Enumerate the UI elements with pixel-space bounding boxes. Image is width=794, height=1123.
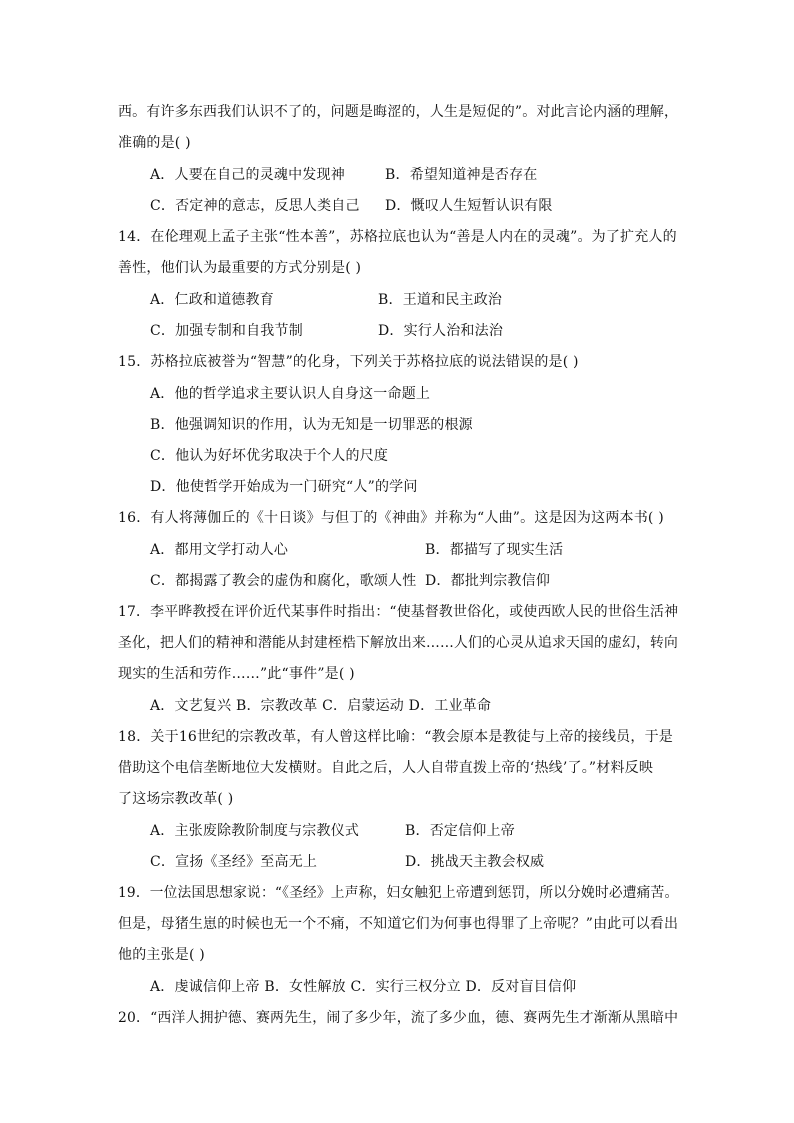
q19-options[interactable]: A．虔诚信仰上帝 B．女性解放 C．实行三权分立 D．反对盲目信仰 [150, 979, 577, 995]
q14-option-c[interactable]: C．加强专制和自我节制 [150, 323, 303, 339]
q13-option-d[interactable]: D．慨叹人生短暂认识有限 [385, 198, 553, 214]
q14-text-line2: 善性，他们认为最重要的方式分别是( ) [118, 260, 362, 276]
q15-option-c[interactable]: C．他认为好坏优劣取决于个人的尺度 [150, 448, 389, 464]
q16-option-b[interactable]: B．都描写了现实生活 [425, 542, 564, 558]
q19-text-line2: 但是，母猪生崽的时候也无一个不痛，不知道它们为何事也得罪了上帝呢？”由此可以看出 [118, 916, 679, 932]
q13-text-line2: 准确的是( ) [118, 135, 191, 151]
q18-text-line3: 了这场宗教改革( ) [118, 791, 234, 807]
q15-option-b[interactable]: B．他强调知识的作用，认为无知是一切罪恶的根源 [150, 417, 473, 433]
q18-option-a[interactable]: A．主张废除教阶制度与宗教仪式 [150, 823, 360, 839]
q13-text-line1: 西。有许多东西我们认识不了的，问题是晦涩的，人生是短促的”。对此言论内涵的理解， [118, 104, 679, 120]
q17-text-line3: 现实的生活和劳作……”此“事件”是( ) [118, 666, 355, 682]
q17-options[interactable]: A．文艺复兴 B．宗教改革 C．启蒙运动 D．工业革命 [150, 698, 492, 714]
q16-option-a[interactable]: A．都用文学打动人心 [150, 542, 289, 558]
q16-text-line1: 16．有人将薄伽丘的《十日谈》与但丁的《神曲》并称为“人曲”。这是因为这两本书( ) [118, 510, 664, 526]
q14-option-b[interactable]: B．王道和民主政治 [378, 292, 503, 308]
q15-text-line1: 15．苏格拉底被誉为“智慧”的化身，下列关于苏格拉底的说法错误的是( ) [118, 354, 579, 370]
q13-option-c[interactable]: C．否定神的意志，反思人类自己 [150, 198, 360, 214]
q15-option-d[interactable]: D．他使哲学开始成为一门研究“人”的学问 [150, 479, 418, 495]
q18-option-d[interactable]: D．挑战天主教会权威 [405, 854, 545, 870]
q18-option-c[interactable]: C．宣扬《圣经》至高无上 [150, 854, 318, 870]
q18-text-line2: 借助这个电信垄断地位大发横财。自此之后，人人自带直拨上帝的‘热线’了。”材料反映 [118, 760, 654, 776]
q15-option-a[interactable]: A．他的哲学追求主要认识人自身这一命题上 [150, 386, 431, 402]
q16-option-d[interactable]: D．都批判宗教信仰 [425, 573, 551, 589]
q14-text-line1: 14．在伦理观上孟子主张“性本善”，苏格拉底也认为“善是人内在的灵魂”。为了扩充人的 [118, 229, 677, 245]
q14-option-d[interactable]: D．实行人治和法治 [378, 323, 504, 339]
q17-text-line2: 圣化，把人们的精神和潜能从封建桎梏下解放出来……人们的心灵从追求天国的虚幻，转向 [118, 635, 678, 651]
q16-option-c[interactable]: C．都揭露了教会的虚伪和腐化，歌颂人性 [150, 573, 417, 589]
q17-text-line1: 17．李平晔教授在评价近代某事件时指出：“使基督教世俗化，或使西欧人民的世俗生活神 [118, 604, 679, 620]
q14-option-a[interactable]: A．仁政和道德教育 [150, 292, 274, 308]
q20-text-line1: 20．“西洋人拥护德、赛两先生，闹了多少年，流了多少血，德、赛两先生才渐渐从黑暗中 [118, 1010, 679, 1026]
q18-text-line1: 18．关于16世纪的宗教改革，有人曾这样比喻：“教会原本是教徒与上帝的接线员，于是 [118, 729, 673, 745]
q13-option-a[interactable]: A．人要在自己的灵魂中发现神 [150, 167, 345, 183]
q13-option-b[interactable]: B．希望知道神是否存在 [385, 167, 538, 183]
q19-text-line1: 19．一位法国思想家说：“《圣经》上声称，妇女触犯上帝遭到惩罚，所以分娩时必遭痛苦。 [118, 885, 679, 901]
q19-text-line3: 他的主张是( ) [118, 947, 205, 963]
q18-option-b[interactable]: B．否定信仰上帝 [405, 823, 515, 839]
